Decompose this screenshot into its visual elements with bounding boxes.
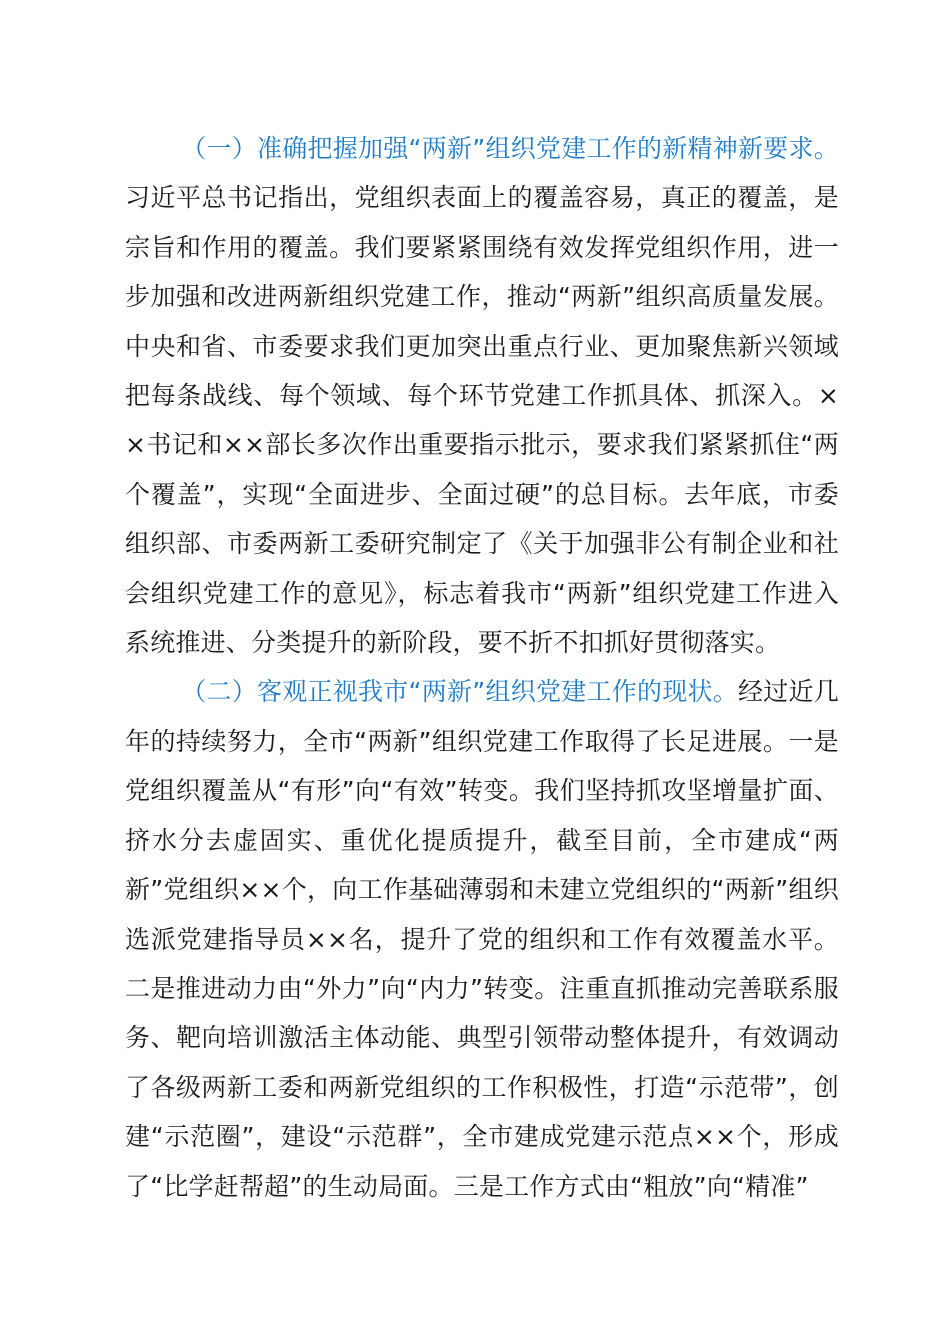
paragraph-2 [125,667,839,1210]
paragraph-1 [125,124,839,667]
section-2-body: 经过近几年的持续努力，全市“两新”组织党建工作取得了长足进展。一是党组织覆盖从“有形”向“有效”转变。我们坚持抓攻坚增量扩面、挤水分去虚固实、重优化提质提升，截至目前，全市建成“两新”党组织××个，向工作基础薄弱和未建立党组织的“两新”组织选派党建指导员××名，提升了党的组织和工作有效覆盖水平。二是推进动力由“外力”向“内力”转变。注重直抓推动完善联系服务、靶向培训激活主体动能、典型引领带动整体提升，有效调动了各级两新工委和两新党组织的工作积极性，打造“示范带”，创建“示范圈”，建设“示范群”，全市建成党建示范点××个，形成了“比学赶帮超”的生动局面。三是工作方式由“粗放”向“精准” [125,677,839,1201]
section-1-body: 习近平总书记指出，党组织表面上的覆盖容易，真正的覆盖，是宗旨和作用的覆盖。我们要紧紧围绕有效发挥党组织作用，进一步加强和改进两新组织党建工作，推动“两新”组织高质量发展。中央和省、市委要求我们更加突出重点行业、更加聚焦新兴领域把每条战线、每个领域、每个环节党建工作抓具体、抓深入。××书记和××部长多次作出重要指示批示，要求我们紧紧抓住“两个覆盖”，实现“全面进步、全面过硬”的总目标。去年底，市委组织部、市委两新工委研究制定了《关于加强非公有制企业和社会组织党建工作的意见》，标志着我市“两新”组织党建工作进入系统推进、分类提升的新阶段，要不折不扣抓好贯彻落实。 [125,183,839,658]
document-page [125,124,839,1211]
section-1-heading: （一）准确把握加强“两新”组织党建工作的新精神新要求。 [181,134,839,163]
section-2-heading: （二）客观正视我市“两新”组织党建工作的现状。 [181,677,739,707]
